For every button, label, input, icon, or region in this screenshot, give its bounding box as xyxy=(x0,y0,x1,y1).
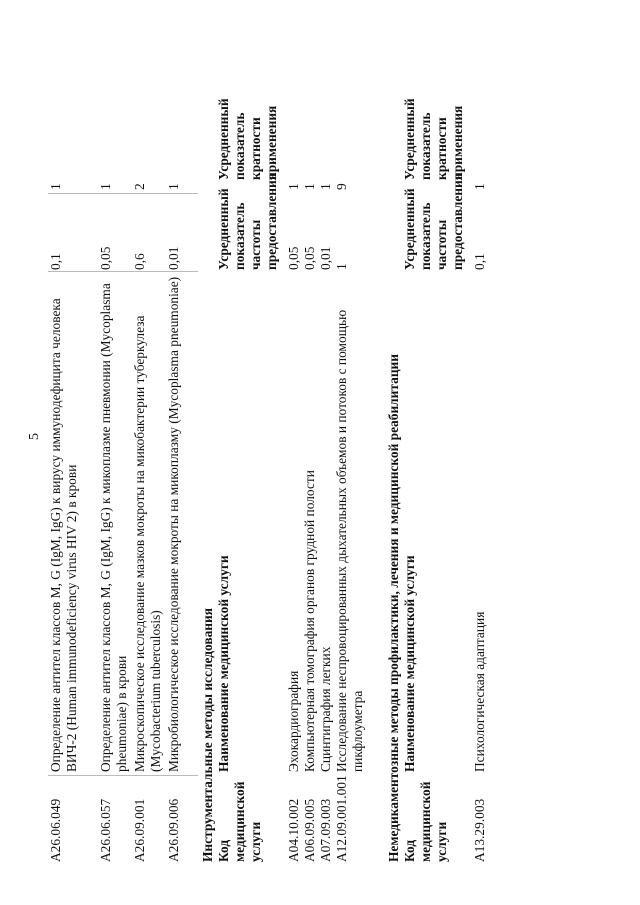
service-code: A07.09.003 xyxy=(318,798,333,862)
service-code: A06.09.005 xyxy=(302,798,317,862)
service-name: Эхокардиография xyxy=(286,670,301,772)
frequency-value: 0,01 xyxy=(318,246,333,270)
multiplicity-value: 9 xyxy=(334,183,349,190)
frequency-value: 0,1 xyxy=(472,253,487,270)
service-code: A12.09.001.001 xyxy=(334,775,349,862)
service-code: A26.06.049 xyxy=(48,798,63,862)
service-name: Определение антител классов M, G (IgM, IgG) к вирусу иммунодефицита человека ВИЧ-2 (Human immunodeficiency virus HIV 2) в крови xyxy=(48,298,79,772)
frequency-value: 0,05 xyxy=(286,246,301,270)
header-code: Код медицинской услуги xyxy=(216,781,263,862)
multiplicity-value: 2 xyxy=(132,183,147,190)
multiplicity-value: 1 xyxy=(286,183,301,190)
frequency-value: 0,05 xyxy=(302,246,317,270)
header-multiplicity: Усредненный показатель кратности применения xyxy=(402,98,465,180)
header-multiplicity: Усредненный показатель кратности применения xyxy=(216,98,279,180)
frequency-value: 0,1 xyxy=(48,253,63,270)
column-divider xyxy=(48,193,198,194)
header-name: Наименование медицинской услуги xyxy=(402,555,417,772)
service-name: Компьютерная томография органов грудной полости xyxy=(302,470,317,772)
multiplicity-value: 1 xyxy=(472,183,487,190)
multiplicity-value: 1 xyxy=(98,183,113,190)
section-title-nonmed: Немедикаментозные методы профилактики, лечения и медицинской реабилитации xyxy=(386,354,401,862)
frequency-value: 0,6 xyxy=(132,253,147,270)
multiplicity-value: 1 xyxy=(302,183,317,190)
service-code: A26.09.001 xyxy=(132,798,147,862)
multiplicity-value: 1 xyxy=(48,183,63,190)
page-number: 5 xyxy=(27,433,42,440)
service-name: Психологическая адаптация xyxy=(472,611,487,772)
header-name: Наименование медицинской услуги xyxy=(216,555,231,772)
service-name: Исследование неспровоцированных дыхательных объемов и потоков с помощью пикфлоуметра xyxy=(334,309,365,772)
document-sheet xyxy=(48,32,588,862)
frequency-value: 0,01 xyxy=(166,246,181,270)
column-divider xyxy=(48,271,198,272)
service-name: Сцинтиграфия легких xyxy=(318,646,333,772)
header-frequency: Усредненный показатель частоты предоставления xyxy=(402,173,465,270)
header-frequency: Усредненный показатель частоты предоставления xyxy=(216,173,279,270)
header-code: Код медицинской услуги xyxy=(402,781,449,862)
service-code: A04.10.002 xyxy=(286,798,301,862)
service-code: A26.09.006 xyxy=(166,798,181,862)
multiplicity-value: 1 xyxy=(318,183,333,190)
frequency-value: 1 xyxy=(334,263,349,270)
service-name: Определение антител классов M, G (IgM, IgG) к микоплазме пневмонии (Mycoplasma pheumoniae) в крови xyxy=(98,283,129,772)
column-divider xyxy=(48,775,198,776)
multiplicity-value: 1 xyxy=(166,183,181,190)
service-name: Микробиологическое исследование мокроты на микоплазму (Mycoplasma pneumoniae) xyxy=(166,276,181,772)
service-code: A26.06.057 xyxy=(98,798,113,862)
service-code: A13.29.003 xyxy=(472,798,487,862)
section-title-instrumental: Инструментальные методы исследования xyxy=(200,608,215,862)
service-name: Микроскопическое исследование мазков мокроты на микобактерии туберкулеза (Mycobacterium tuberculosis) xyxy=(132,315,163,772)
frequency-value: 0,05 xyxy=(98,246,113,270)
